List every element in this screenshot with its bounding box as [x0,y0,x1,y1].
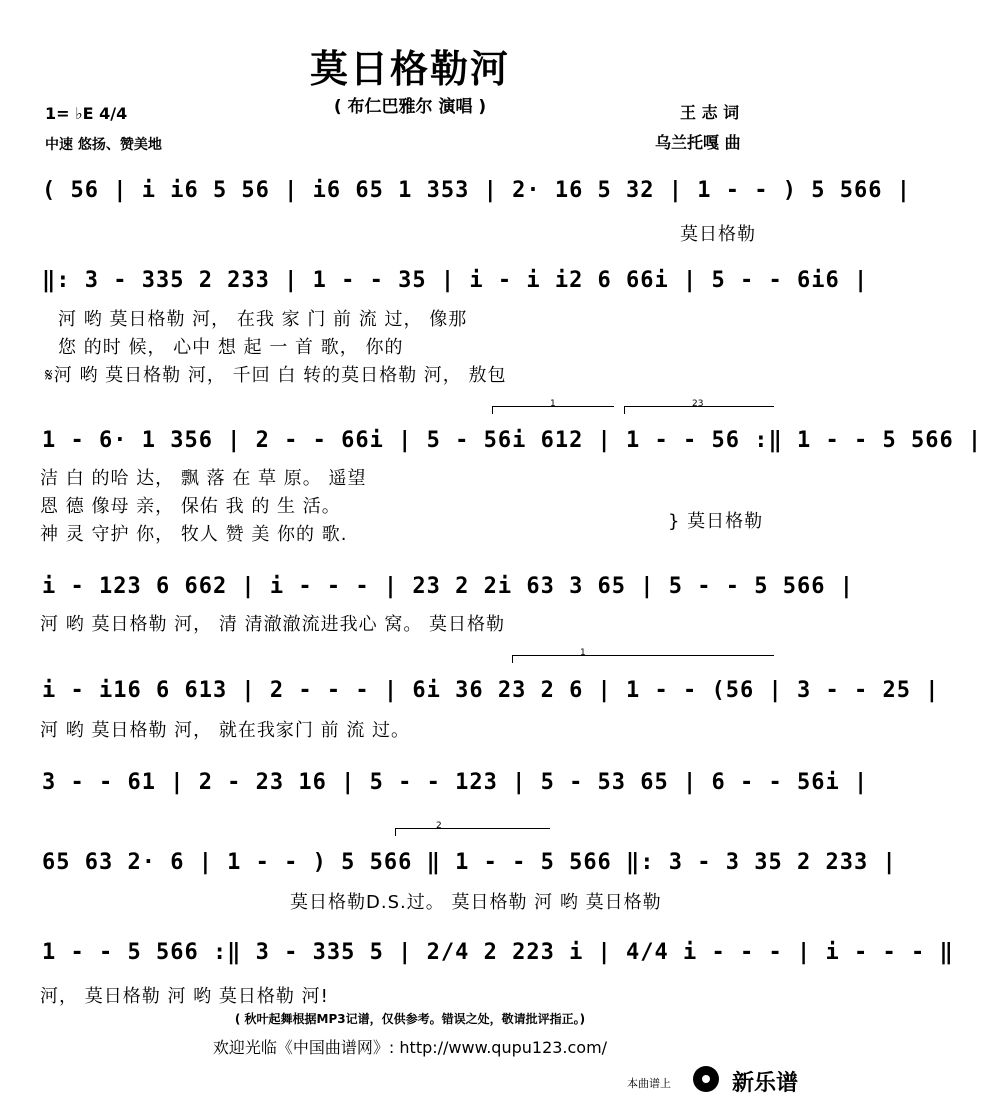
lyric-line-5: 河 哟 莫日格勒 河， 就在我家门 前 流 过。 [40,720,411,741]
score-line-8: 1 - - 5 566 :‖ 3 - 335 5 | 2/4 2 223 i | 4/4 i - - - | i - - - ‖ [42,940,954,965]
performer-subtitle: ( 布仁巴雅尔 演唱 ) [333,97,487,117]
score-line-6: 3 - - 61 | 2 - 23 16 | 5 - - 123 | 5 - 53 65 | 6 - - 56i | [42,770,869,795]
score-line-5: i - i16 6 613 | 2 - - - | 6i 36 23 2 6 | 1 - - (56 | 3 - - 25 | [42,678,940,703]
score-line-7: 65 63 2· 6 | 1 - - ) 5 566 ‖ 1 - - 5 566 ‖: 3 - 3 35 2 233 | [42,850,897,875]
score-line-2: ‖: 3 - 335 2 233 | 1 - - 35 | i - i i2 6 66i | 5 - - 6i6 | [42,268,869,293]
volta-tick [492,406,493,414]
volta-23-number: 23 [692,399,704,409]
score-line-1: ( 56 | i i6 5 56 | i6 65 1 353 | 2· 16 5 32 | 1 - - ) 5 566 | [42,178,911,203]
lyric-line-3c: 神 灵 守护 你， 牧人 赞 美 你的 歌. [40,524,348,545]
lyric-brace-right: } 莫日格勒 [668,511,764,532]
volta-tick [512,655,513,663]
volta-tick [395,828,396,836]
composer-credit: 乌兰托嘎 曲 [655,133,741,152]
lyricist-credit: 王 志 词 [680,103,740,122]
tempo-marking: 中速 悠扬、赞美地 [45,137,162,153]
brand-logo: 新乐谱 [732,1071,799,1096]
volta-1b-number: 1 [580,648,586,658]
volta-1b-bracket [512,655,774,656]
site-link[interactable]: 欢迎光临《中国曲谱网》: http://www.qupu123.com/ [212,1038,608,1057]
lyric-line-1: 莫日格勒 [680,224,756,245]
lyric-line-8: 河， 莫日格勒 河 哟 莫日格勒 河! [40,986,329,1007]
lyric-line-2c: 𝄋河 哟 莫日格勒 河， 千回 白 转的莫日格勒 河， 敖包 [45,365,507,386]
music-disc-icon [693,1066,719,1092]
song-title: 莫日格勒河 [309,47,510,91]
lyric-line-2b: 您 的时 候， 心中 想 起 一 首 歌， 你的 [58,337,404,358]
lyric-line-4: 河 哟 莫日格勒 河， 清 清澈澈流进我心 窝。 莫日格勒 [40,614,506,635]
score-line-3: 1 - 6· 1 356 | 2 - - 66i | 5 - 56i 612 | 1 - - 56 :‖ 1 - - 5 566 | [42,428,982,453]
lyric-line-2a: 河 哟 莫日格勒 河， 在我 家 门 前 流 过， 像那 [58,309,468,330]
score-line-4: i - 123 6 662 | i - - - | 23 2 2i 63 3 65 | 5 - - 5 566 | [42,574,854,599]
volta-2-bracket [395,828,550,829]
transcription-note: ( 秋叶起舞根据MP3记谱，仅供参考。错误之处，敬请批评指正。) [234,1012,586,1026]
lyric-line-3a: 洁 白 的哈 达， 飘 落 在 草 原。 遥望 [40,468,367,489]
brand-prefix: 本曲谱上 [627,1077,671,1090]
key-signature: 1= ♭E 4/4 [45,104,128,123]
lyric-line-7: 莫日格勒D.S.过。 莫日格勒 河 哟 莫日格勒 [290,892,662,913]
volta-1-number: 1 [550,399,556,409]
volta-2-number: 2 [436,821,442,831]
volta-tick [624,406,625,414]
lyric-line-3b: 恩 德 像母 亲， 保佑 我 的 生 活。 [40,496,341,517]
